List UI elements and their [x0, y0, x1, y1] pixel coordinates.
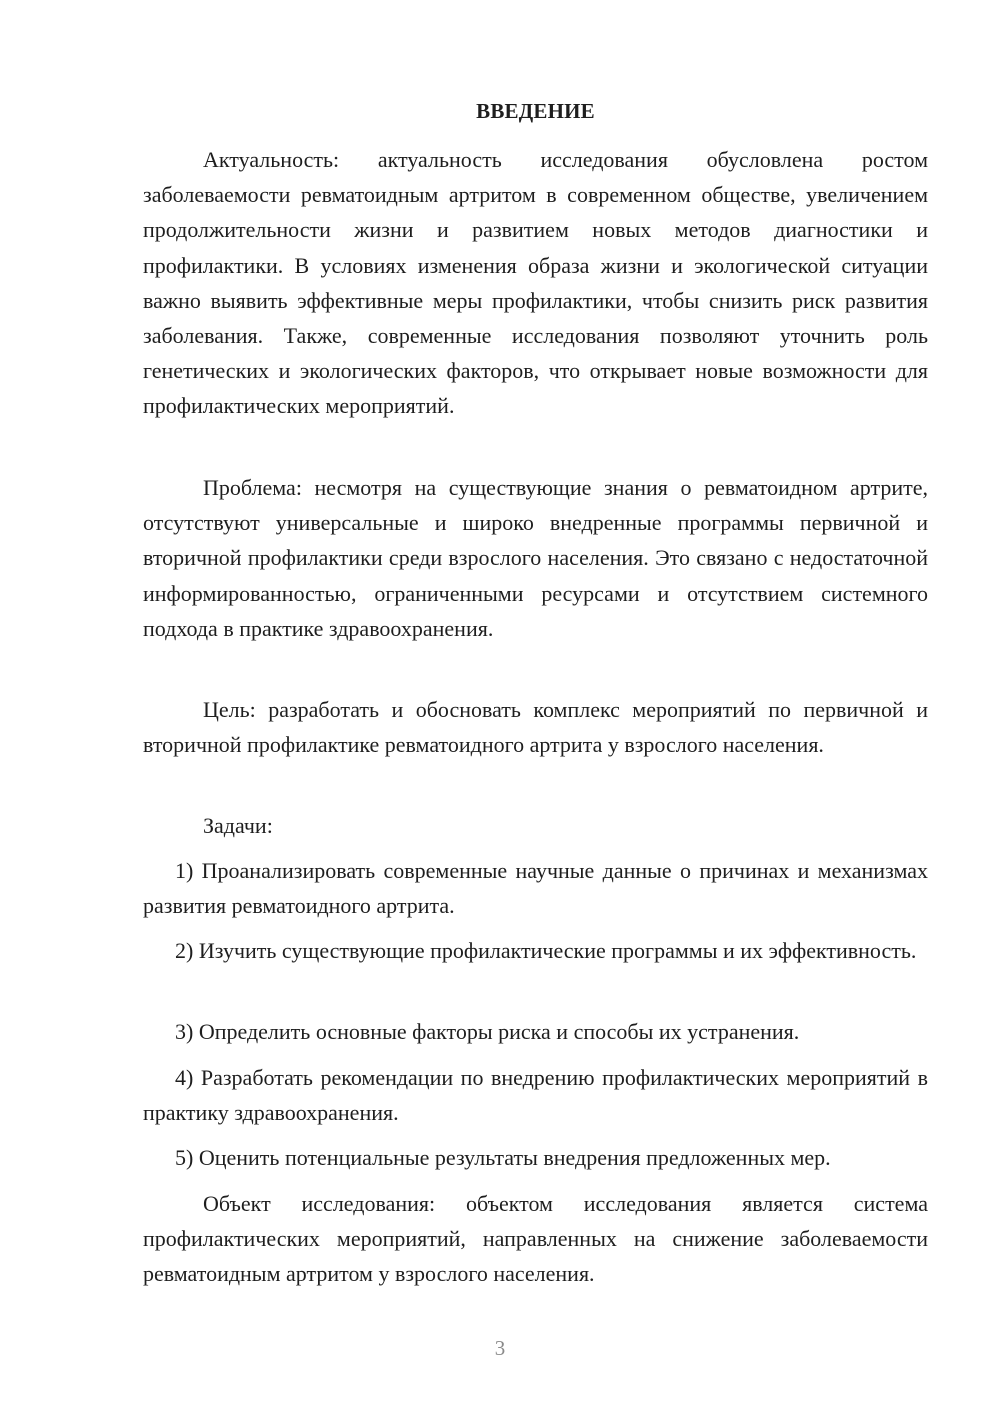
goal-paragraph: Цель: разработать и обосновать комплекс мероприятий по первичной и вторичной профилактике ревматоидного артрита у взрослого населения. — [143, 697, 928, 758]
task-item-1: 1) Проанализировать современные научные данные о причинах и механизмах развития ревматоидного артрита. — [143, 858, 928, 919]
task-item-5: 5) Оценить потенциальные результаты внедрения предложенных мер. — [175, 1145, 831, 1170]
task-item-2: 2) Изучить существующие профилактические программы и их эффективность. — [175, 938, 917, 963]
page-number: 3 — [494, 1336, 506, 1360]
object-paragraph: Объект исследования: объектом исследования является система профилактических мероприятий, направленных на снижение заболеваемости ревматоидным артритом у взрослого населения. — [143, 1191, 928, 1287]
problem-paragraph: Проблема: несмотря на существующие знания о ревматоидном артрите, отсутствуют универсальные и широко внедренные программы первичной и вторичной профилактики среди взрослого населения. Это связано с недостаточной информированностью, ограниченными ресурсами и отсутствием системного подхода в практике здравоохранения. — [143, 475, 928, 641]
tasks-heading: Задачи: — [203, 813, 273, 838]
task-item-3: 3) Определить основные факторы риска и способы их устранения. — [175, 1019, 800, 1044]
task-item-4: 4) Разработать рекомендации по внедрению профилактических мероприятий в практику здравоохранения. — [143, 1065, 928, 1126]
relevance-paragraph: Актуальность: актуальность исследования обусловлена ростом заболеваемости ревматоидным артритом в современном обществе, увеличением продолжительности жизни и развитием новых методов диагностики и профилактики. В условиях изменения образа жизни и экологической ситуации важно выявить эффективные меры профилактики, чтобы снизить риск развития заболевания. Также, современные исследования позволяют уточнить роль генетических и экологических факторов, что открывает новые возможности для профилактических мероприятий. — [143, 147, 928, 419]
section-title: ВВЕДЕНИЕ — [476, 99, 595, 123]
